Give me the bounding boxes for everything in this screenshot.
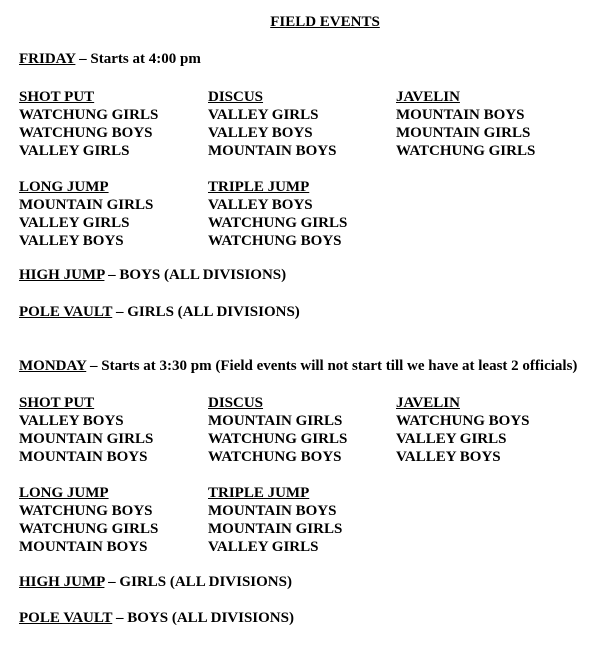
team-entry: WATCHUNG GIRLS: [208, 215, 348, 231]
event-detail: – BOYS (ALL DIVISIONS): [104, 267, 287, 283]
event-name: LONG JUMP: [19, 485, 109, 501]
monday-pole-vault: [19, 610, 294, 627]
event-detail: – BOYS (ALL DIVISIONS): [112, 610, 294, 626]
team-entry: WATCHUNG GIRLS: [19, 521, 159, 537]
team-entry: VALLEY GIRLS: [208, 539, 319, 555]
event-name: SHOT PUT: [19, 89, 95, 105]
friday-discus-group: [208, 88, 336, 160]
team-entry: VALLEY GIRLS: [19, 143, 130, 159]
team-entry: WATCHUNG BOYS: [19, 125, 153, 141]
team-entry: MOUNTAIN GIRLS: [19, 197, 154, 213]
team-entry: MOUNTAIN GIRLS: [208, 413, 343, 429]
event-name: TRIPLE JUMP: [208, 485, 310, 501]
event-name: SHOT PUT: [19, 395, 95, 411]
monday-javelin-group: [396, 394, 530, 466]
team-entry: MOUNTAIN BOYS: [396, 107, 525, 123]
friday-pole-vault: [19, 304, 300, 321]
team-entry: WATCHUNG BOYS: [19, 503, 153, 519]
team-entry: VALLEY BOYS: [208, 125, 313, 141]
event-detail: – GIRLS (ALL DIVISIONS): [112, 304, 300, 320]
friday-heading: [19, 51, 201, 68]
monday-start-time: – Starts at 3:30 pm (Field events will not start till we have at least 2 officials): [86, 358, 578, 374]
team-entry: VALLEY BOYS: [396, 449, 501, 465]
event-name: JAVELIN: [396, 395, 460, 411]
team-entry: MOUNTAIN BOYS: [208, 143, 337, 159]
event-name: DISCUS: [208, 89, 264, 105]
team-entry: WATCHUNG GIRLS: [19, 107, 159, 123]
event-name: POLE VAULT: [19, 304, 113, 320]
team-entry: VALLEY GIRLS: [19, 215, 130, 231]
team-entry: WATCHUNG BOYS: [208, 233, 342, 249]
team-entry: VALLEY GIRLS: [396, 431, 507, 447]
event-name: DISCUS: [208, 395, 264, 411]
event-name: LONG JUMP: [19, 179, 109, 195]
team-entry: MOUNTAIN BOYS: [208, 503, 337, 519]
friday-shot-put-group: [19, 88, 158, 160]
event-name: TRIPLE JUMP: [208, 179, 310, 195]
monday-day: MONDAY: [19, 358, 87, 374]
team-entry: MOUNTAIN GIRLS: [208, 521, 343, 537]
event-name: HIGH JUMP: [19, 267, 105, 283]
monday-shot-put-group: [19, 394, 153, 466]
team-entry: MOUNTAIN BOYS: [19, 449, 148, 465]
friday-javelin-group: [396, 88, 535, 160]
team-entry: WATCHUNG GIRLS: [208, 431, 348, 447]
event-detail: – GIRLS (ALL DIVISIONS): [104, 574, 292, 590]
page-title: FIELD EVENTS: [270, 14, 380, 30]
event-name: HIGH JUMP: [19, 574, 105, 590]
team-entry: VALLEY BOYS: [208, 197, 313, 213]
team-entry: WATCHUNG BOYS: [396, 413, 530, 429]
team-entry: WATCHUNG GIRLS: [396, 143, 536, 159]
friday-start-time: – Starts at 4:00 pm: [75, 51, 201, 67]
monday-discus-group: [208, 394, 347, 466]
monday-long-jump-group: [19, 484, 158, 556]
team-entry: MOUNTAIN BOYS: [19, 539, 148, 555]
monday-high-jump: [19, 574, 292, 591]
team-entry: VALLEY GIRLS: [208, 107, 319, 123]
team-entry: VALLEY BOYS: [19, 233, 124, 249]
event-name: JAVELIN: [396, 89, 460, 105]
event-name: POLE VAULT: [19, 610, 113, 626]
team-entry: VALLEY BOYS: [19, 413, 124, 429]
friday-day: FRIDAY: [19, 51, 76, 67]
team-entry: MOUNTAIN GIRLS: [396, 125, 531, 141]
team-entry: WATCHUNG BOYS: [208, 449, 342, 465]
friday-long-jump-group: [19, 178, 153, 250]
team-entry: MOUNTAIN GIRLS: [19, 431, 154, 447]
friday-triple-jump-group: [208, 178, 347, 250]
monday-heading: [19, 358, 577, 375]
monday-triple-jump-group: [208, 484, 342, 556]
friday-high-jump: [19, 267, 286, 284]
